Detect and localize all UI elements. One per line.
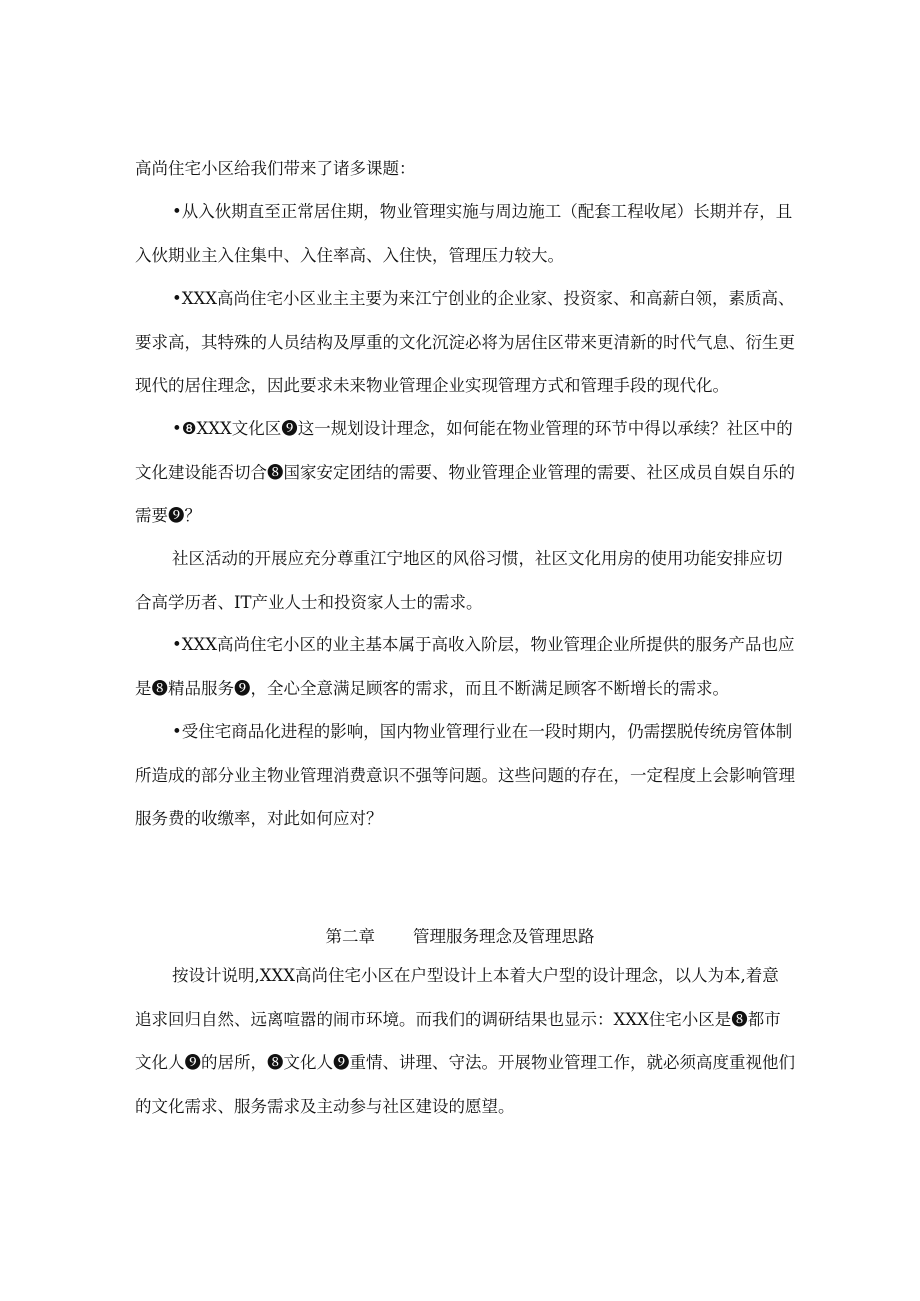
bullet-paragraph-culture-area: •❽XXX文化区❾这一规划设计理念，如何能在物业管理的环节中得以承续？社区中的文化建设能否切合❽国家安定团结的需要、物业管理企业管理的需要、社区成员自娱自乐的需要❾？ <box>135 419 795 525</box>
intro-paragraph: 高尚住宅小区给我们带来了诸多课题： <box>135 159 416 178</box>
chapter-intro-paragraph: 按设计说明,XXX高尚住宅小区在户型设计上本着大户型的设计理念，以人为本,着意追求回归自然、远离喧嚣的闹市环境。而我们的调研结果也显示：XXX住宅小区是❽都市文化人❾的居所，❽文化人❾重情、讲理、守法。开展物业管理工作，就必须高度重视他们的文化需求、服务需求及主动参与社区建设的愿望。 <box>135 966 795 1116</box>
bullet-paragraph-high-income: •XXX高尚住宅小区的业主基本属于高收入阶层，物业管理企业所提供的服务产品也应是❽精品服务❾，全心全意满足顾客的需求，而且不断满足顾客不断增长的需求。 <box>135 635 795 698</box>
paragraph-community-activities: 社区活动的开展应充分尊重江宁地区的风俗习惯，社区文化用房的使用功能安排应切合高学历者、IT产业人士和投资家人士的需求。 <box>135 549 783 612</box>
bullet-paragraph-owners: •XXX高尚住宅小区业主主要为来江宁创业的企业家、投资家、和高薪白领，素质高、要求高，其特殊的人员结构及厚重的文化沉淀必将为居住区带来更清新的时代气息、衍生更现代的居住理念，因此要求未来物业管理企业实现管理方式和管理手段的现代化。 <box>135 289 795 395</box>
bullet-paragraph-move-in: •从入伙期直至正常居住期，物业管理实施与周边施工（配套工程收尾）长期并存，且入伙期业主入住集中、入住率高、入住快，管理压力较大。 <box>135 202 793 265</box>
chapter-heading <box>0 922 920 952</box>
chapter-number: 第二章 <box>325 927 375 946</box>
bullet-paragraph-commercialization: •受住宅商品化进程的影响，国内物业管理行业在一段时期内，仍需摆脱传统房管体制所造成的部分业主物业管理消费意识不强等问题。这些问题的存在，一定程度上会影响管理服务费的收缴率，对此如何应对？ <box>135 722 795 828</box>
chapter-title: 管理服务理念及管理思路 <box>413 927 595 946</box>
